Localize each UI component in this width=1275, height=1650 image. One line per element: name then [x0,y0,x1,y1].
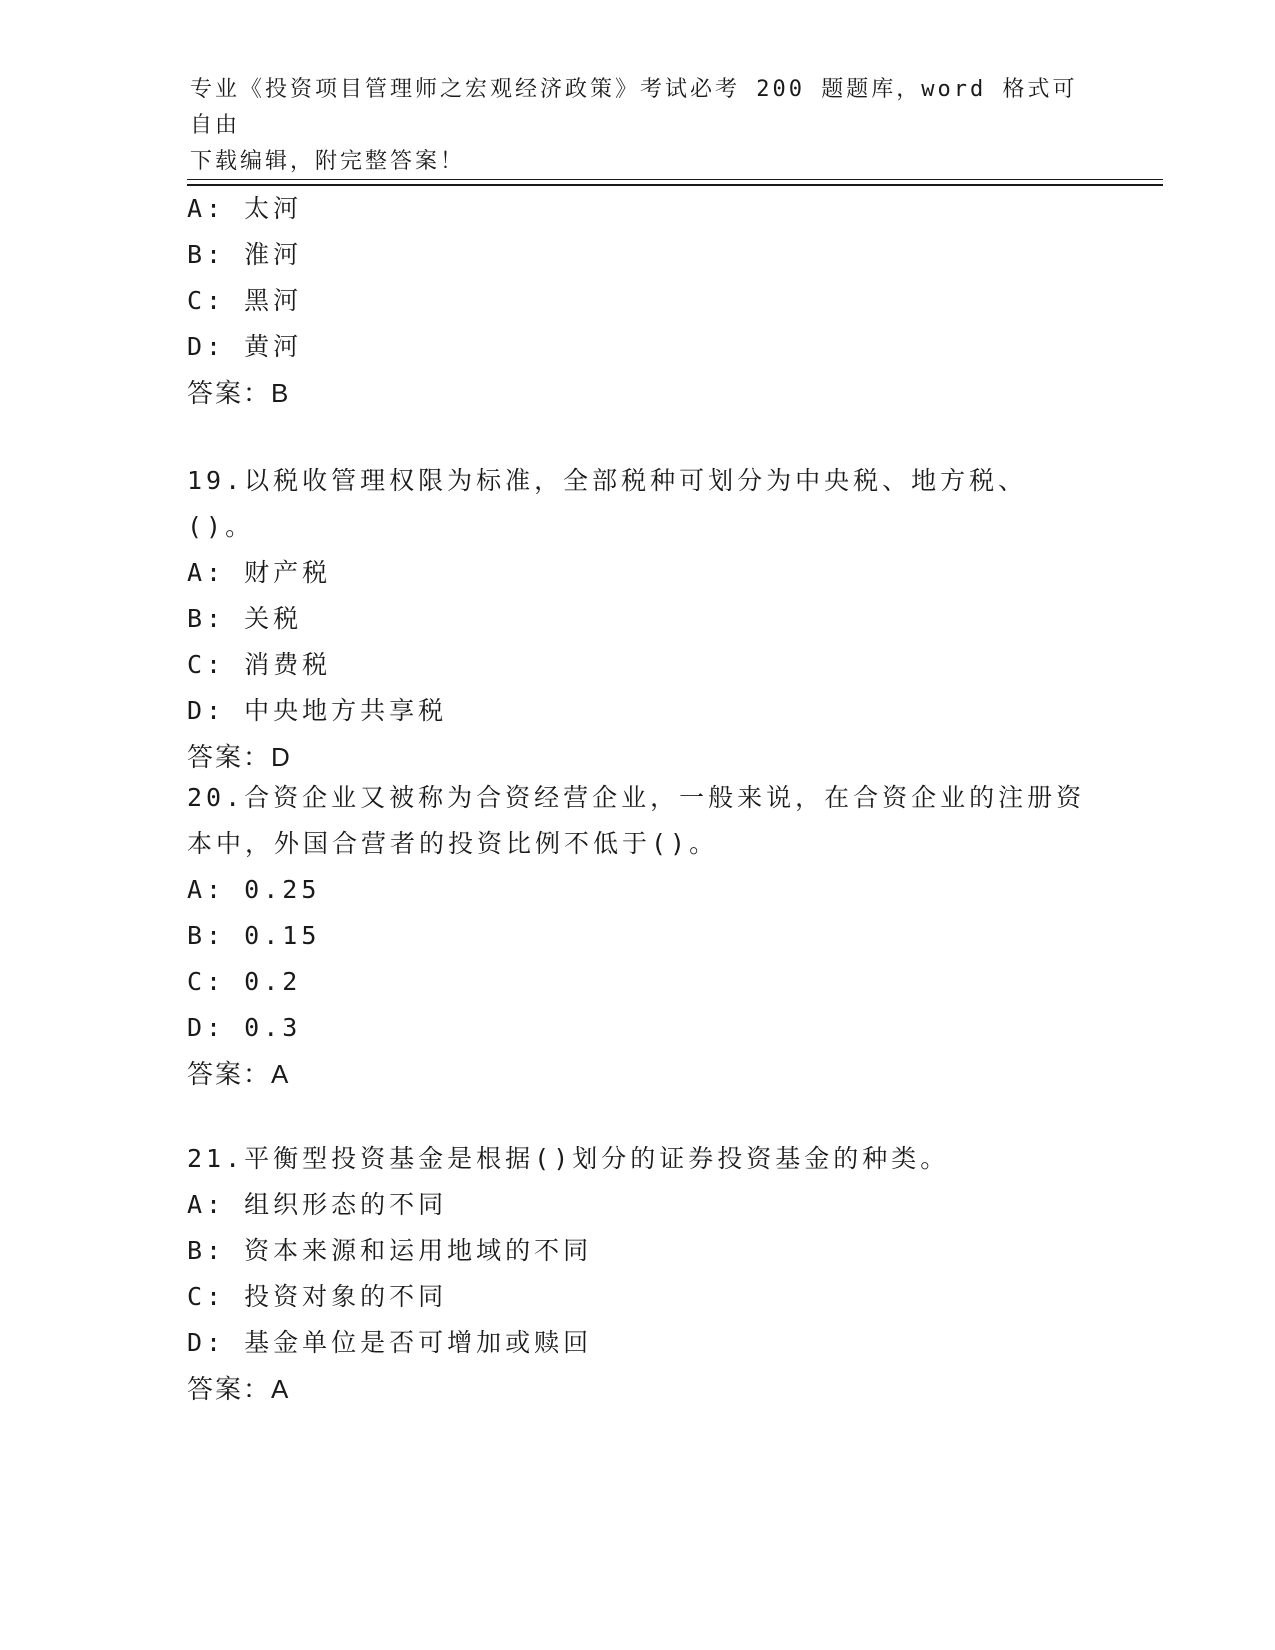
option-text: 关税 [244,604,303,633]
option-key: B: [187,240,226,269]
option-text: 黑河 [244,286,303,315]
header-line-1: 专业《投资项目管理师之宏观经济政策》考试必考 200 题题库，word 格式可自由 [190,77,1078,138]
option-a [187,867,1087,913]
option-key: B: [187,1236,226,1265]
option-key: A: [187,875,226,904]
option-c [187,278,1087,324]
option-d [187,1320,1087,1366]
header-rule-thin [187,179,1163,180]
question-stem-line-1: 20.合资企业又被称为合资经营企业，一般来说，在合资企业的注册资 [187,783,1086,812]
question-20 [187,775,1087,1097]
option-key: C: [187,286,226,315]
question-19 [187,458,1087,780]
option-text: 投资对象的不同 [244,1282,448,1311]
option-text: 黄河 [244,332,303,361]
question-stem: 19.以税收管理权限为标准，全部税种可划分为中央税、地方税、()。 [187,466,1028,541]
option-text: 消费税 [244,650,332,679]
question-21 [187,1136,1087,1412]
option-a [187,1182,1087,1228]
option-text: 财产税 [244,558,332,587]
option-key: D: [187,332,226,361]
option-text: 太河 [244,194,303,223]
document-header [190,72,1090,180]
option-text: 基金单位是否可增加或赎回 [244,1328,593,1357]
option-key: C: [187,650,226,679]
answer-line: 答案：B [187,378,291,408]
option-d [187,1005,1087,1051]
option-text: 0.25 [244,875,321,904]
question-18 [187,186,1087,416]
answer-line: 答案：A [187,1059,291,1089]
option-b [187,232,1087,278]
option-c [187,959,1087,1005]
question-stem: 21.平衡型投资基金是根据()划分的证券投资基金的种类。 [187,1144,950,1173]
option-text: 资本来源和运用地域的不同 [244,1236,593,1265]
option-d [187,324,1087,370]
answer-line: 答案：A [187,1374,291,1404]
option-text: 0.2 [244,967,302,996]
option-a [187,186,1087,232]
option-a [187,550,1087,596]
option-text: 淮河 [244,240,303,269]
option-text: 0.3 [244,1013,302,1042]
option-key: B: [187,921,226,950]
option-c [187,642,1087,688]
answer-line: 答案：D [187,742,292,772]
header-line-2: 下载编辑，附完整答案！ [190,149,466,174]
option-key: D: [187,696,226,725]
option-text: 中央地方共享税 [244,696,448,725]
option-key: C: [187,967,226,996]
option-key: B: [187,604,226,633]
option-text: 组织形态的不同 [244,1190,448,1219]
option-key: A: [187,1190,226,1219]
option-text: 0.15 [244,921,321,950]
option-b [187,596,1087,642]
question-stem-line-2: 本中，外国合营者的投资比例不低于()。 [187,829,719,858]
option-key: A: [187,194,226,223]
option-key: D: [187,1013,226,1042]
option-key: A: [187,558,226,587]
option-b [187,913,1087,959]
option-d [187,688,1087,734]
option-c [187,1274,1087,1320]
option-b [187,1228,1087,1274]
option-key: C: [187,1282,226,1311]
option-key: D: [187,1328,226,1357]
